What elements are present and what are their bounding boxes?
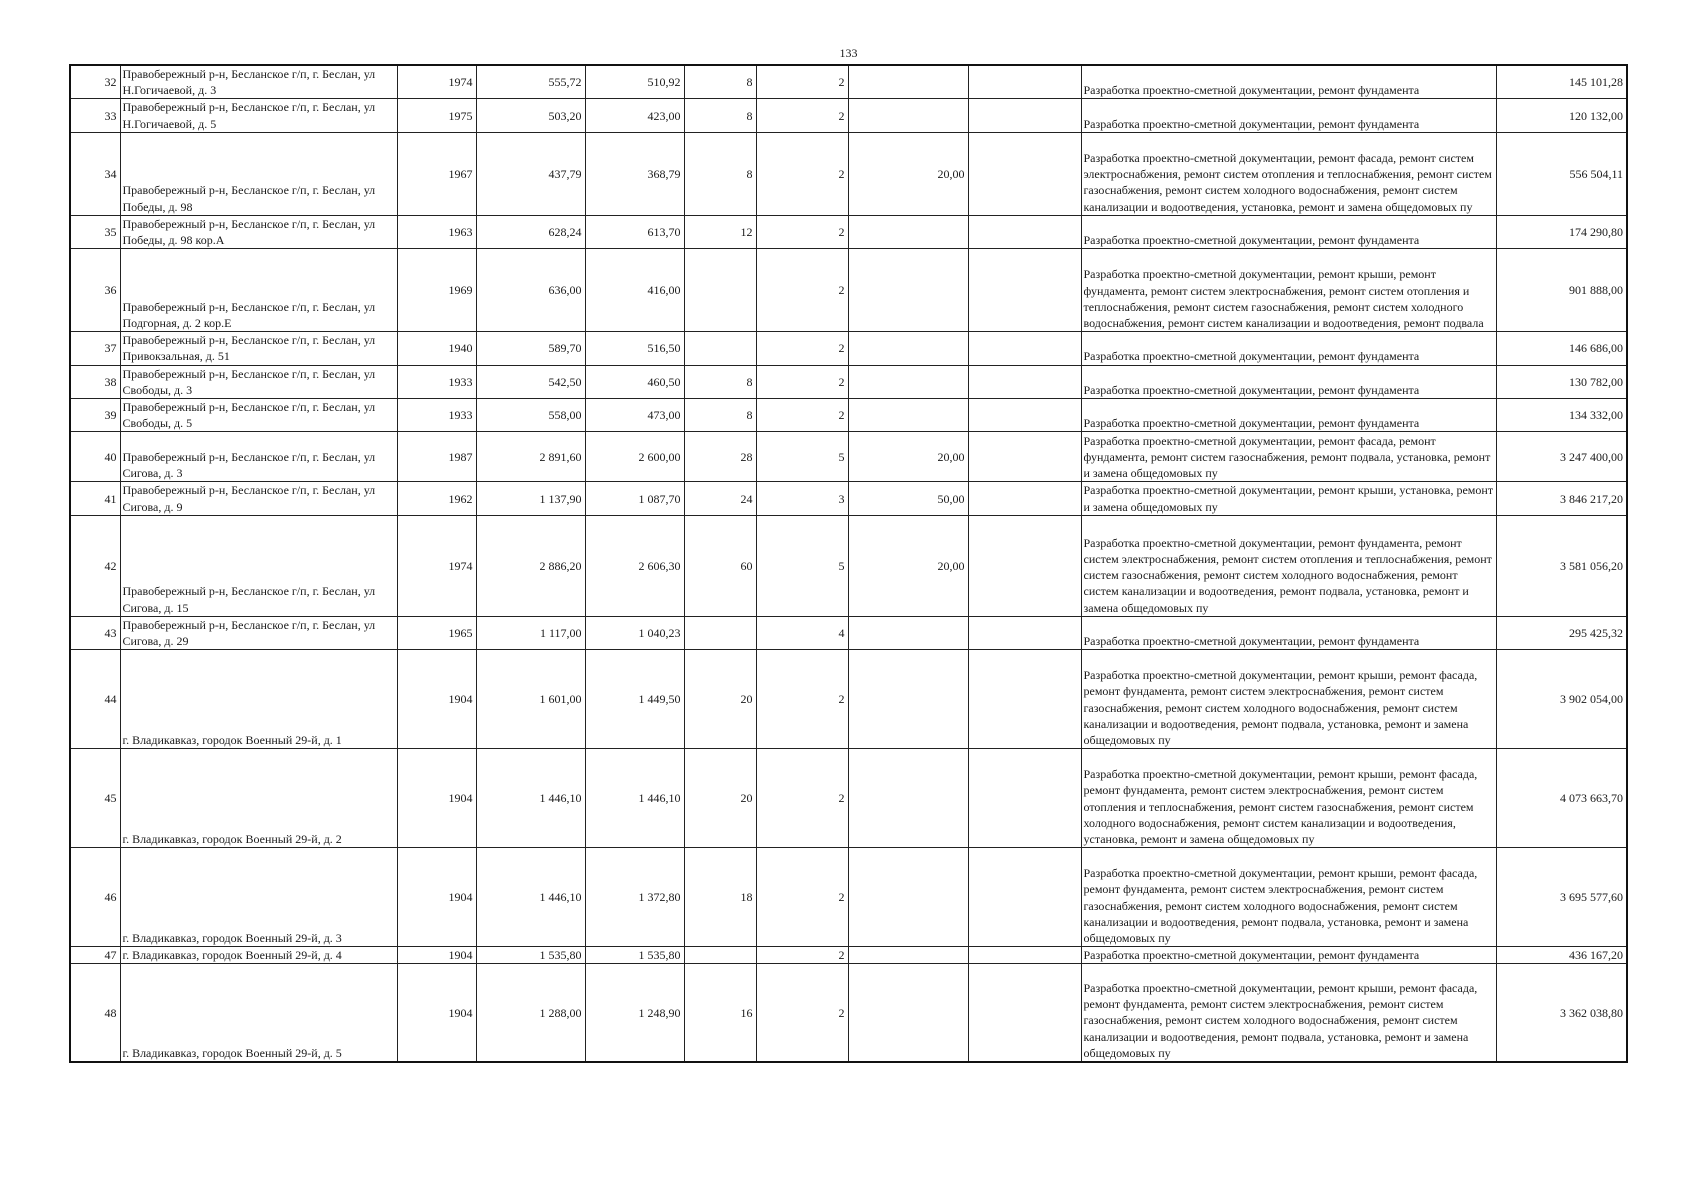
apartments-cell: 20 <box>684 650 756 749</box>
works-cell: Разработка проектно-сметной документации, ремонт фундамента <box>1081 99 1496 132</box>
wear-cell: 20,00 <box>848 132 968 215</box>
cost-cell: 3 695 577,60 <box>1496 848 1627 947</box>
year-cell: 1904 <box>397 848 476 947</box>
living-area-cell: 2 600,00 <box>585 432 684 482</box>
total-area-cell: 628,24 <box>476 215 585 248</box>
extra-cell <box>968 365 1081 398</box>
works-cell: Разработка проектно-сметной документации, ремонт фундамента <box>1081 215 1496 248</box>
cost-cell: 3 846 217,20 <box>1496 482 1627 515</box>
wear-cell <box>848 947 968 964</box>
cost-cell: 146 686,00 <box>1496 332 1627 365</box>
total-area-cell: 1 601,00 <box>476 650 585 749</box>
apartments-cell: 8 <box>684 132 756 215</box>
wear-cell <box>848 65 968 99</box>
total-area-cell: 503,20 <box>476 99 585 132</box>
works-cell: Разработка проектно-сметной документации, ремонт крыши, ремонт фасада, ремонт фундамента, ремонт систем электроснабжения, ремонт систем газоснабжения, ремонт систем холодного водоснабжения, ремонт систем канализации и водоотведения, ремонт подвала, установка, ремонт и замена общедомовых пу <box>1081 650 1496 749</box>
wear-cell <box>848 848 968 947</box>
cost-cell: 145 101,28 <box>1496 65 1627 99</box>
row-number: 40 <box>70 432 120 482</box>
apartments-cell <box>684 249 756 332</box>
cost-cell: 130 782,00 <box>1496 365 1627 398</box>
page-number: 133 <box>839 46 858 60</box>
floors-cell: 2 <box>756 99 848 132</box>
extra-cell <box>968 215 1081 248</box>
floors-cell: 2 <box>756 65 848 99</box>
total-area-cell: 1 117,00 <box>476 616 585 649</box>
extra-cell <box>968 650 1081 749</box>
table-row <box>70 650 1627 749</box>
floors-cell: 5 <box>756 515 848 616</box>
table-row <box>70 515 1627 616</box>
living-area-cell: 1 372,80 <box>585 848 684 947</box>
apartments-cell: 8 <box>684 65 756 99</box>
wear-cell <box>848 249 968 332</box>
works-cell: Разработка проектно-сметной документации, ремонт фундамента <box>1081 616 1496 649</box>
address-cell: Правобережный р-н, Бесланское г/п, г. Беслан, ул Сигова, д. 29 <box>120 616 397 649</box>
row-number: 45 <box>70 749 120 848</box>
row-number: 47 <box>70 947 120 964</box>
living-area-cell: 416,00 <box>585 249 684 332</box>
apartments-cell: 16 <box>684 964 756 1062</box>
row-number: 48 <box>70 964 120 1062</box>
year-cell: 1965 <box>397 616 476 649</box>
address-cell: Правобережный р-н, Бесланское г/п, г. Беслан, ул Подгорная, д. 2 кор.Е <box>120 249 397 332</box>
works-cell: Разработка проектно-сметной документации, ремонт фундамента <box>1081 365 1496 398</box>
cost-cell: 4 073 663,70 <box>1496 749 1627 848</box>
wear-cell <box>848 399 968 432</box>
cost-cell: 3 362 038,80 <box>1496 964 1627 1062</box>
table-body <box>70 65 1627 1062</box>
apartments-cell: 20 <box>684 749 756 848</box>
extra-cell <box>968 848 1081 947</box>
row-number: 37 <box>70 332 120 365</box>
works-cell: Разработка проектно-сметной документации, ремонт крыши, ремонт фасада, ремонт фундамента, ремонт систем электроснабжения, ремонт систем газоснабжения, ремонт систем холодного водоснабжения, ремонт систем канализации и водоотведения, ремонт подвала, установка, ремонт и замена общедомовых пу <box>1081 964 1496 1062</box>
total-area-cell: 1 446,10 <box>476 749 585 848</box>
apartments-cell <box>684 332 756 365</box>
row-number: 38 <box>70 365 120 398</box>
living-area-cell: 1 040,23 <box>585 616 684 649</box>
works-cell: Разработка проектно-сметной документации, ремонт крыши, ремонт фасада, ремонт фундамента, ремонт систем электроснабжения, ремонт систем отопления и теплоснабжения, ремонт систем газоснабжения, ремонт систем холодного водоснабжения, ремонт систем канализации и водоотведения, установка, ремонт и замена общедомовых пу <box>1081 749 1496 848</box>
address-cell: Правобережный р-н, Бесланское г/п, г. Беслан, ул Свободы, д. 5 <box>120 399 397 432</box>
total-area-cell: 558,00 <box>476 399 585 432</box>
table-row <box>70 848 1627 947</box>
total-area-cell: 1 288,00 <box>476 964 585 1062</box>
living-area-cell: 460,50 <box>585 365 684 398</box>
cost-cell: 120 132,00 <box>1496 99 1627 132</box>
living-area-cell: 1 087,70 <box>585 482 684 515</box>
works-cell: Разработка проектно-сметной документации, ремонт фундамента <box>1081 332 1496 365</box>
table-row <box>70 132 1627 215</box>
address-cell: Правобережный р-н, Бесланское г/п, г. Беслан, ул Н.Гогичаевой, д. 5 <box>120 99 397 132</box>
cost-cell: 556 504,11 <box>1496 132 1627 215</box>
table-row <box>70 432 1627 482</box>
extra-cell <box>968 432 1081 482</box>
year-cell: 1967 <box>397 132 476 215</box>
address-cell: Правобережный р-н, Бесланское г/п, г. Беслан, ул Н.Гогичаевой, д. 3 <box>120 65 397 99</box>
works-cell: Разработка проектно-сметной документации, ремонт фундамента <box>1081 65 1496 99</box>
floors-cell: 3 <box>756 482 848 515</box>
year-cell: 1963 <box>397 215 476 248</box>
floors-cell: 2 <box>756 964 848 1062</box>
apartments-cell: 24 <box>684 482 756 515</box>
total-area-cell: 437,79 <box>476 132 585 215</box>
year-cell: 1904 <box>397 947 476 964</box>
table-row <box>70 482 1627 515</box>
living-area-cell: 1 248,90 <box>585 964 684 1062</box>
extra-cell <box>968 947 1081 964</box>
extra-cell <box>968 964 1081 1062</box>
extra-cell <box>968 99 1081 132</box>
table-row <box>70 249 1627 332</box>
row-number: 42 <box>70 515 120 616</box>
works-cell: Разработка проектно-сметной документации, ремонт крыши, ремонт фасада, ремонт фундамента, ремонт систем электроснабжения, ремонт систем газоснабжения, ремонт систем холодного водоснабжения, ремонт систем канализации и водоотведения, ремонт подвала, установка, ремонт и замена общедомовых пу <box>1081 848 1496 947</box>
total-area-cell: 555,72 <box>476 65 585 99</box>
living-area-cell: 423,00 <box>585 99 684 132</box>
row-number: 36 <box>70 249 120 332</box>
row-number: 46 <box>70 848 120 947</box>
wear-cell <box>848 964 968 1062</box>
wear-cell: 20,00 <box>848 432 968 482</box>
apartments-cell: 8 <box>684 99 756 132</box>
total-area-cell: 1 137,90 <box>476 482 585 515</box>
wear-cell <box>848 99 968 132</box>
living-area-cell: 613,70 <box>585 215 684 248</box>
table-row <box>70 399 1627 432</box>
address-cell: г. Владикавказ, городок Военный 29-й, д. 3 <box>120 848 397 947</box>
works-cell: Разработка проектно-сметной документации, ремонт фундамента <box>1081 947 1496 964</box>
wear-cell <box>848 215 968 248</box>
extra-cell <box>968 616 1081 649</box>
extra-cell <box>968 515 1081 616</box>
extra-cell <box>968 132 1081 215</box>
floors-cell: 2 <box>756 249 848 332</box>
cost-cell: 3 902 054,00 <box>1496 650 1627 749</box>
floors-cell: 5 <box>756 432 848 482</box>
year-cell: 1933 <box>397 399 476 432</box>
address-cell: Правобережный р-н, Бесланское г/п, г. Беслан, ул Свободы, д. 3 <box>120 365 397 398</box>
year-cell: 1987 <box>397 432 476 482</box>
address-cell: г. Владикавказ, городок Военный 29-й, д. 4 <box>120 947 397 964</box>
year-cell: 1975 <box>397 99 476 132</box>
total-area-cell: 589,70 <box>476 332 585 365</box>
floors-cell: 2 <box>756 132 848 215</box>
works-cell: Разработка проектно-сметной документации, ремонт фасада, ремонт фундамента, ремонт систем газоснабжения, ремонт подвала, установка, ремонт и замена общедомовых пу <box>1081 432 1496 482</box>
floors-cell: 2 <box>756 332 848 365</box>
extra-cell <box>968 482 1081 515</box>
year-cell: 1974 <box>397 65 476 99</box>
row-number: 41 <box>70 482 120 515</box>
wear-cell <box>848 650 968 749</box>
cost-cell: 134 332,00 <box>1496 399 1627 432</box>
floors-cell: 2 <box>756 650 848 749</box>
cost-cell: 174 290,80 <box>1496 215 1627 248</box>
total-area-cell: 542,50 <box>476 365 585 398</box>
apartments-cell: 8 <box>684 399 756 432</box>
floors-cell: 2 <box>756 848 848 947</box>
living-area-cell: 516,50 <box>585 332 684 365</box>
housing-repair-table <box>69 64 1628 1063</box>
year-cell: 1904 <box>397 964 476 1062</box>
table-row <box>70 616 1627 649</box>
total-area-cell: 1 535,80 <box>476 947 585 964</box>
apartments-cell: 60 <box>684 515 756 616</box>
extra-cell <box>968 65 1081 99</box>
living-area-cell: 2 606,30 <box>585 515 684 616</box>
cost-cell: 901 888,00 <box>1496 249 1627 332</box>
address-cell: Правобережный р-н, Бесланское г/п, г. Беслан, ул Сигова, д. 9 <box>120 482 397 515</box>
wear-cell: 50,00 <box>848 482 968 515</box>
living-area-cell: 473,00 <box>585 399 684 432</box>
cost-cell: 3 581 056,20 <box>1496 515 1627 616</box>
works-cell: Разработка проектно-сметной документации, ремонт крыши, ремонт фундамента, ремонт систем электроснабжения, ремонт систем отопления и теплоснабжения, ремонт систем газоснабжения, ремонт систем холодного водоснабжения, ремонт систем канализации и водоотведения, ремонт подвала <box>1081 249 1496 332</box>
address-cell: г. Владикавказ, городок Военный 29-й, д. 1 <box>120 650 397 749</box>
living-area-cell: 368,79 <box>585 132 684 215</box>
row-number: 33 <box>70 99 120 132</box>
apartments-cell <box>684 947 756 964</box>
cost-cell: 295 425,32 <box>1496 616 1627 649</box>
floors-cell: 2 <box>756 947 848 964</box>
wear-cell <box>848 616 968 649</box>
address-cell: г. Владикавказ, городок Военный 29-й, д. 5 <box>120 964 397 1062</box>
row-number: 43 <box>70 616 120 649</box>
table-row <box>70 332 1627 365</box>
year-cell: 1969 <box>397 249 476 332</box>
apartments-cell: 8 <box>684 365 756 398</box>
apartments-cell <box>684 616 756 649</box>
cost-cell: 3 247 400,00 <box>1496 432 1627 482</box>
total-area-cell: 2 891,60 <box>476 432 585 482</box>
living-area-cell: 1 449,50 <box>585 650 684 749</box>
extra-cell <box>968 249 1081 332</box>
living-area-cell: 1 535,80 <box>585 947 684 964</box>
address-cell: Правобережный р-н, Бесланское г/п, г. Беслан, ул Победы, д. 98 кор.А <box>120 215 397 248</box>
total-area-cell: 1 446,10 <box>476 848 585 947</box>
apartments-cell: 18 <box>684 848 756 947</box>
row-number: 39 <box>70 399 120 432</box>
row-number: 44 <box>70 650 120 749</box>
floors-cell: 2 <box>756 365 848 398</box>
year-cell: 1974 <box>397 515 476 616</box>
row-number: 34 <box>70 132 120 215</box>
cost-cell: 436 167,20 <box>1496 947 1627 964</box>
extra-cell <box>968 399 1081 432</box>
living-area-cell: 1 446,10 <box>585 749 684 848</box>
table-row <box>70 749 1627 848</box>
year-cell: 1962 <box>397 482 476 515</box>
total-area-cell: 636,00 <box>476 249 585 332</box>
floors-cell: 2 <box>756 749 848 848</box>
year-cell: 1940 <box>397 332 476 365</box>
works-cell: Разработка проектно-сметной документации, ремонт фундамента <box>1081 399 1496 432</box>
floors-cell: 2 <box>756 215 848 248</box>
table-row <box>70 215 1627 248</box>
wear-cell: 20,00 <box>848 515 968 616</box>
row-number: 32 <box>70 65 120 99</box>
address-cell: г. Владикавказ, городок Военный 29-й, д. 2 <box>120 749 397 848</box>
works-cell: Разработка проектно-сметной документации, ремонт крыши, установка, ремонт и замена общедомовых пу <box>1081 482 1496 515</box>
floors-cell: 4 <box>756 616 848 649</box>
address-cell: Правобережный р-н, Бесланское г/п, г. Беслан, ул Победы, д. 98 <box>120 132 397 215</box>
apartments-cell: 28 <box>684 432 756 482</box>
extra-cell <box>968 332 1081 365</box>
wear-cell <box>848 365 968 398</box>
address-cell: Правобережный р-н, Бесланское г/п, г. Беслан, ул Сигова, д. 15 <box>120 515 397 616</box>
floors-cell: 2 <box>756 399 848 432</box>
table-row <box>70 947 1627 964</box>
address-cell: Правобережный р-н, Бесланское г/п, г. Беслан, ул Сигова, д. 3 <box>120 432 397 482</box>
apartments-cell: 12 <box>684 215 756 248</box>
year-cell: 1904 <box>397 749 476 848</box>
table-row <box>70 99 1627 132</box>
wear-cell <box>848 332 968 365</box>
table-row <box>70 964 1627 1062</box>
address-cell: Правобережный р-н, Бесланское г/п, г. Беслан, ул Привокзальная, д. 51 <box>120 332 397 365</box>
row-number: 35 <box>70 215 120 248</box>
extra-cell <box>968 749 1081 848</box>
table-row <box>70 365 1627 398</box>
year-cell: 1904 <box>397 650 476 749</box>
table-row <box>70 65 1627 99</box>
works-cell: Разработка проектно-сметной документации, ремонт фундамента, ремонт систем электроснабжения, ремонт систем отопления и теплоснабжения, ремонт систем газоснабжения, ремонт систем холодного водоснабжения, ремонт систем канализации и водоотведения, ремонт подвала, установка, ремонт и замена общедомовых пу <box>1081 515 1496 616</box>
wear-cell <box>848 749 968 848</box>
works-cell: Разработка проектно-сметной документации, ремонт фасада, ремонт систем электроснабжения, ремонт систем отопления и теплоснабжения, ремонт систем газоснабжения, ремонт систем холодного водоснабжения, ремонт систем канализации и водоотведения, установка, ремонт и замена общедомовых пу <box>1081 132 1496 215</box>
year-cell: 1933 <box>397 365 476 398</box>
living-area-cell: 510,92 <box>585 65 684 99</box>
total-area-cell: 2 886,20 <box>476 515 585 616</box>
